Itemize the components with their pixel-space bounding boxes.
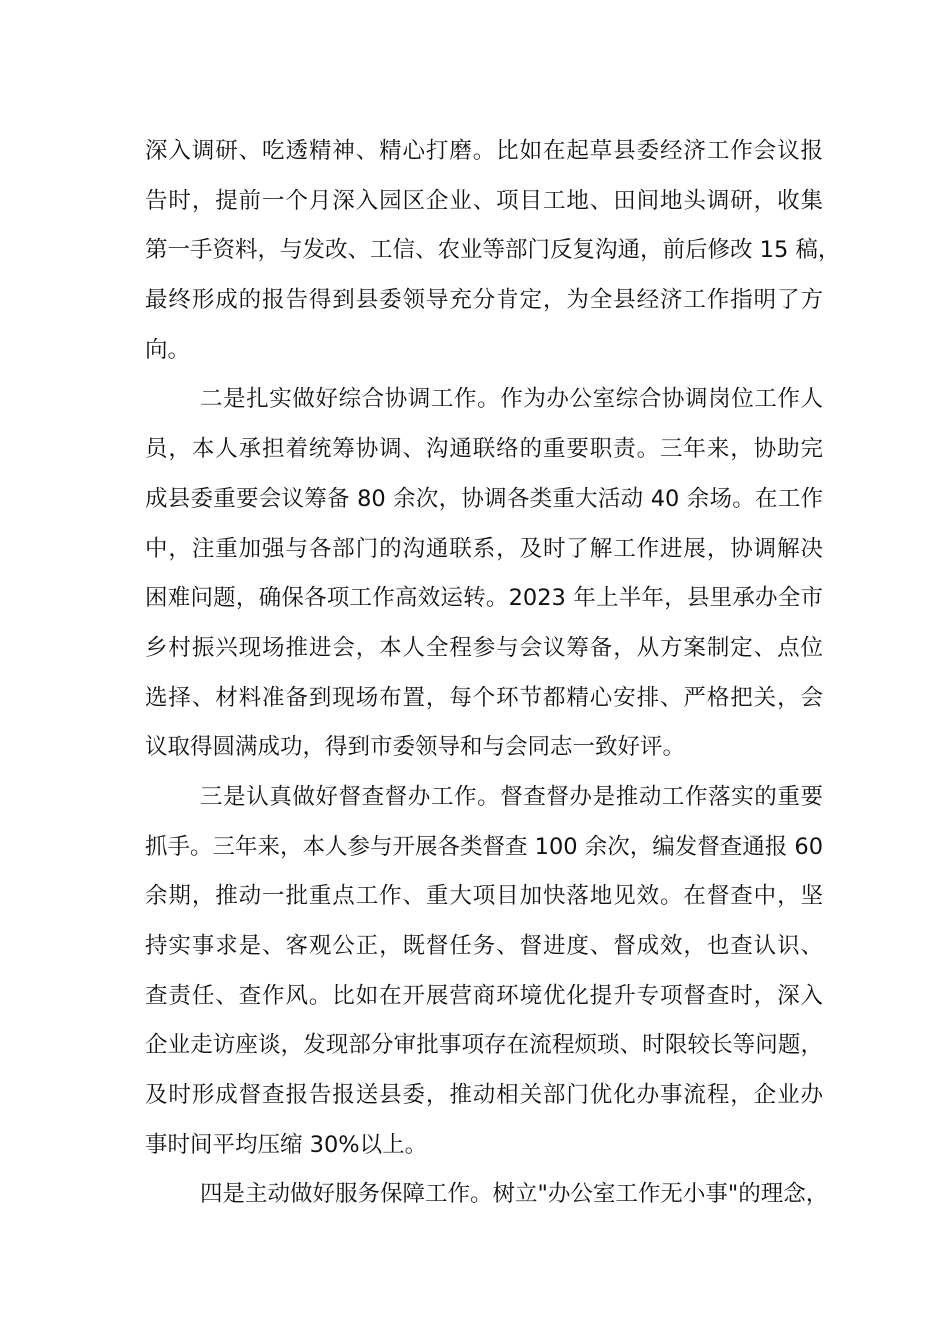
text-line: 深入调研、吃透精神、精心打磨。比如在起草县委经济工作会议报	[145, 138, 823, 164]
document-page	[145, 127, 841, 1220]
text-line: 困难问题，确保各项工作高效运转。2023 年上半年，县里承办全市	[145, 585, 823, 612]
text-line: 成县委重要会议筹备 80 余次，协调各类重大活动 40 余场。在工作	[145, 485, 823, 512]
text-line: 选择、材料准备到现场布置，每个环节都精心安排、严格把关，会	[145, 684, 823, 711]
paragraph-4	[145, 1170, 829, 1220]
text-line: 事时间平均压缩 30%以上。	[145, 1131, 428, 1158]
text-line: 三是认真做好督查督办工作。督查督办是推动工作落实的重要	[200, 783, 823, 810]
text-line: 查责任、查作风。比如在开展营商环境优化提升专项督查时，深入	[145, 982, 823, 1009]
text-line: 抓手。三年来，本人参与开展各类督查 100 余次，编发督查通报 60	[145, 833, 824, 860]
paragraph-1	[145, 127, 841, 375]
paragraph-2	[145, 375, 823, 773]
text-line: 中，注重加强与各部门的沟通联系，及时了解工作进展，协调解决	[145, 535, 823, 562]
text-line: 员，本人承担着统筹协调、沟通联络的重要职责。三年来，协助完	[145, 436, 823, 463]
text-line: 企业走访座谈，发现部分审批事项存在流程烦琐、时限较长等问题，	[145, 1032, 823, 1059]
text-line: 向。	[145, 336, 191, 363]
text-line: 第一手资料，与发改、工信、农业等部门反复沟通，前后修改 15 稿，	[145, 237, 841, 264]
paragraph-3	[145, 773, 823, 1171]
text-line: 及时形成督查报告报送县委，推动相关部门优化办事流程，企业办	[145, 1082, 823, 1109]
text-line: 议取得圆满成功，得到市委领导和与会同志一致好评。	[145, 734, 686, 761]
text-line: 乡村振兴现场推进会，本人全程参与会议筹备，从方案制定、点位	[145, 634, 823, 661]
text-line: 持实事求是、客观公正，既督任务、督进度、督成效，也查认识、	[145, 933, 823, 959]
text-line: 最终形成的报告得到县委领导充分肯定，为全县经济工作指明了方	[145, 287, 823, 314]
text-line: 余期，推动一批重点工作、重大项目加快落地见效。在督查中，坚	[145, 883, 823, 910]
text-line: 四是主动做好服务保障工作。树立"办公室工作无小事"的理念，	[200, 1181, 829, 1208]
text-line: 告时，提前一个月深入园区企业、项目工地、田间地头调研，收集	[145, 187, 823, 214]
text-line: 二是扎实做好综合协调工作。作为办公室综合协调岗位工作人	[200, 386, 823, 413]
